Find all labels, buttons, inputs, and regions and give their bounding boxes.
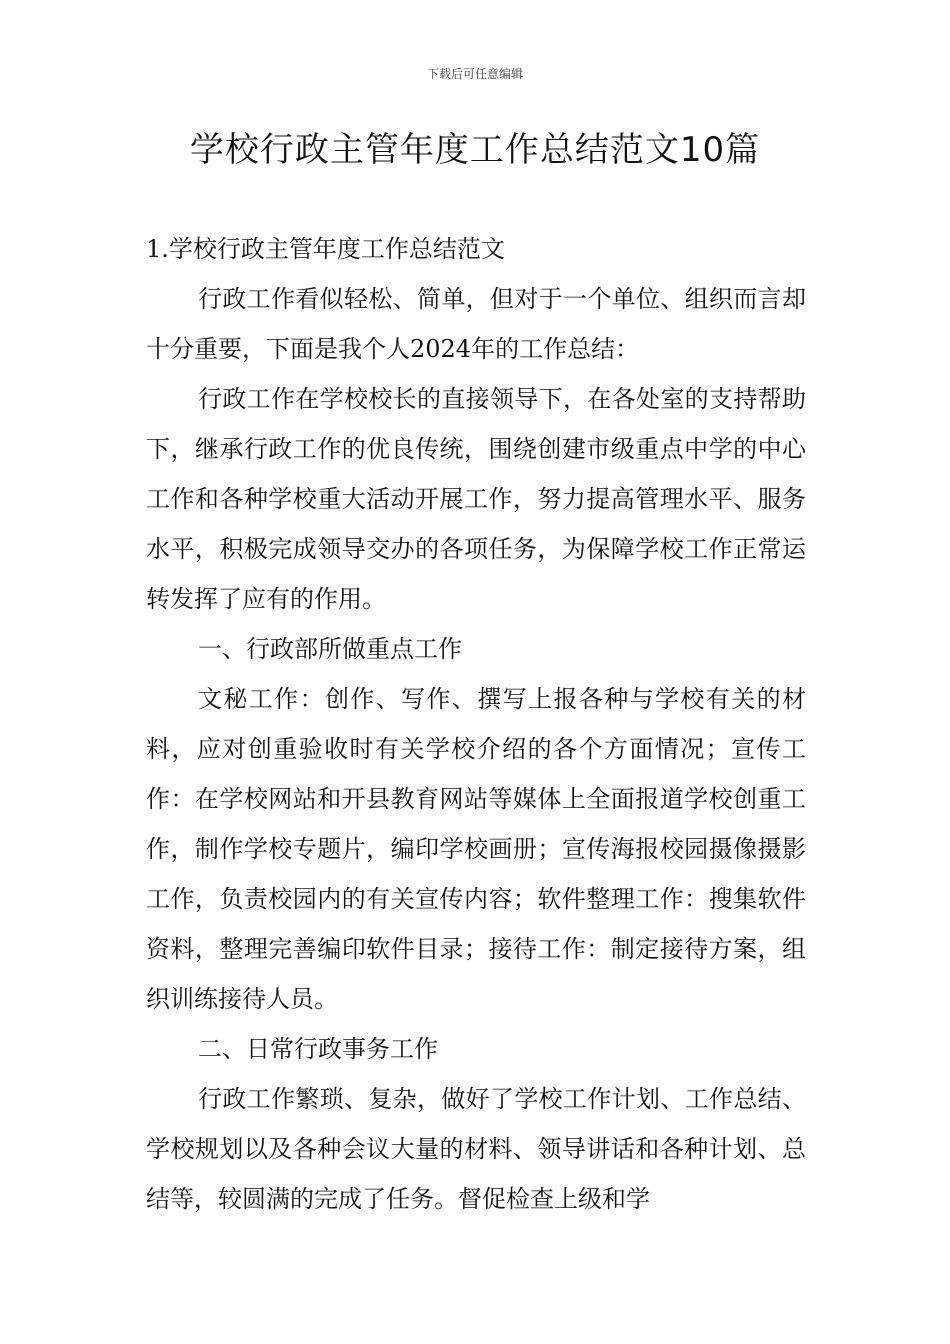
paragraph-daily-affairs: 行政工作繁琐、复杂，做好了学校工作计划、工作总结、学校规划以及各种会议大量的材料、领导讲话和各种计划、总结等，较圆满的完成了任务。督促检查上级和学 <box>146 1085 806 1213</box>
subheading-key-work: 一、行政部所做重点工作 <box>198 635 462 663</box>
header-note: 下载后可任意编辑 <box>426 67 523 81</box>
paragraph-key-work: 文秘工作：创作、写作、撰写上报各种与学校有关的材料，应对创重验收时有关学校介绍的各个方面情况；宣传工作：在学校网站和开县教育网站等媒体上全面报道学校创重工作，制作学校专题片，编印学校画册；宣传海报校园摄像摄影工作，负责校园内的有关宣传内容；软件整理工作：搜集软件资料，整理完善编印软件目录；接待工作：制定接待方案，组织训练接待人员。 <box>146 685 806 1013</box>
subheading-daily-affairs: 二、日常行政事务工作 <box>198 1035 438 1063</box>
paragraph-intro: 行政工作看似轻松、简单，但对于一个单位、组织而言却十分重要，下面是我个人2024年的工作总结： <box>146 285 806 363</box>
paragraph-overview: 行政工作在学校校长的直接领导下，在各处室的支持帮助下，继承行政工作的优良传统，围绕创建市级重点中学的中心工作和各种学校重大活动开展工作，努力提高管理水平、服务水平，积极完成领导交办的各项任务，为保障学校工作正常运转发挥了应有的作用。 <box>146 385 806 613</box>
document-body <box>146 224 806 1224</box>
section-heading: 1.学校行政主管年度工作总结范文 <box>146 235 505 263</box>
document-title: 学校行政主管年度工作总结范文10篇 <box>189 130 761 170</box>
